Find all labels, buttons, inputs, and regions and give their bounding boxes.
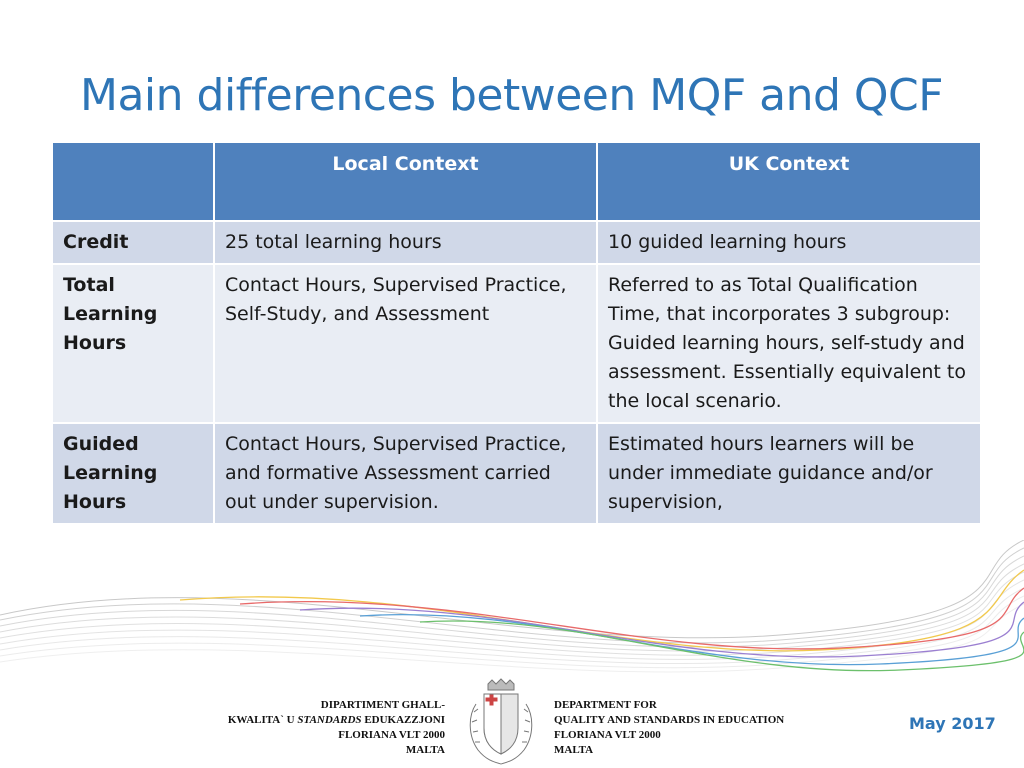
slide-title: Main differences between MQF and QCF — [80, 70, 944, 121]
local-cell: 25 total learning hours — [214, 221, 597, 264]
footer-right-line4: MALTA — [554, 744, 594, 756]
uk-cell: Referred to as Total Qualification Time, that incorporates 3 subgroup: Guided learning hours, self-study and assessment. Essentially equivalent to the local scenario. — [597, 264, 981, 423]
header-local-context: Local Context — [214, 142, 597, 221]
uk-cell: 10 guided learning hours — [597, 221, 981, 264]
footer-left-line1: DIPARTIMENT GHALL- — [320, 699, 445, 711]
local-cell: Contact Hours, Supervised Practice, Self-Study, and Assessment — [214, 264, 597, 423]
row-label: Credit — [52, 221, 214, 264]
footer-maltese-dept — [228, 698, 445, 758]
row-label: Guided Learning Hours — [52, 423, 214, 524]
table-row — [52, 264, 981, 423]
footer-left-line2-a: KWALITA` U — [227, 714, 298, 726]
footer-right-line2: QUALITY AND STANDARDS IN EDUCATION — [554, 714, 785, 726]
footer-left-line2-c: EDUKAZZJONI — [361, 714, 445, 726]
uk-cell: Estimated hours learners will be under immediate guidance and/or supervision, — [597, 423, 981, 524]
row-label: Total Learning Hours — [52, 264, 214, 423]
footer-left-line2 — [228, 713, 445, 728]
footer-date: May 2017 — [909, 714, 996, 733]
footer-right-line3: FLORIANA VLT 2000 — [554, 729, 661, 741]
footer-left-line4: MALTA — [405, 744, 445, 756]
header-empty — [52, 142, 214, 221]
footer-left-line3: FLORIANA VLT 2000 — [338, 729, 445, 741]
footer-left-line2-b: STANDARDS — [297, 714, 362, 726]
local-cell: Contact Hours, Supervised Practice, and formative Assessment carried out under supervision. — [214, 423, 597, 524]
comparison-table — [51, 141, 982, 525]
table-row — [52, 221, 981, 264]
header-uk-context: UK Context — [597, 142, 981, 221]
table-row — [52, 423, 981, 524]
table-header-row — [52, 142, 981, 221]
footer-english-dept — [554, 698, 784, 758]
malta-coat-of-arms-icon — [462, 676, 540, 768]
footer-right-line1: DEPARTMENT FOR — [554, 699, 657, 711]
